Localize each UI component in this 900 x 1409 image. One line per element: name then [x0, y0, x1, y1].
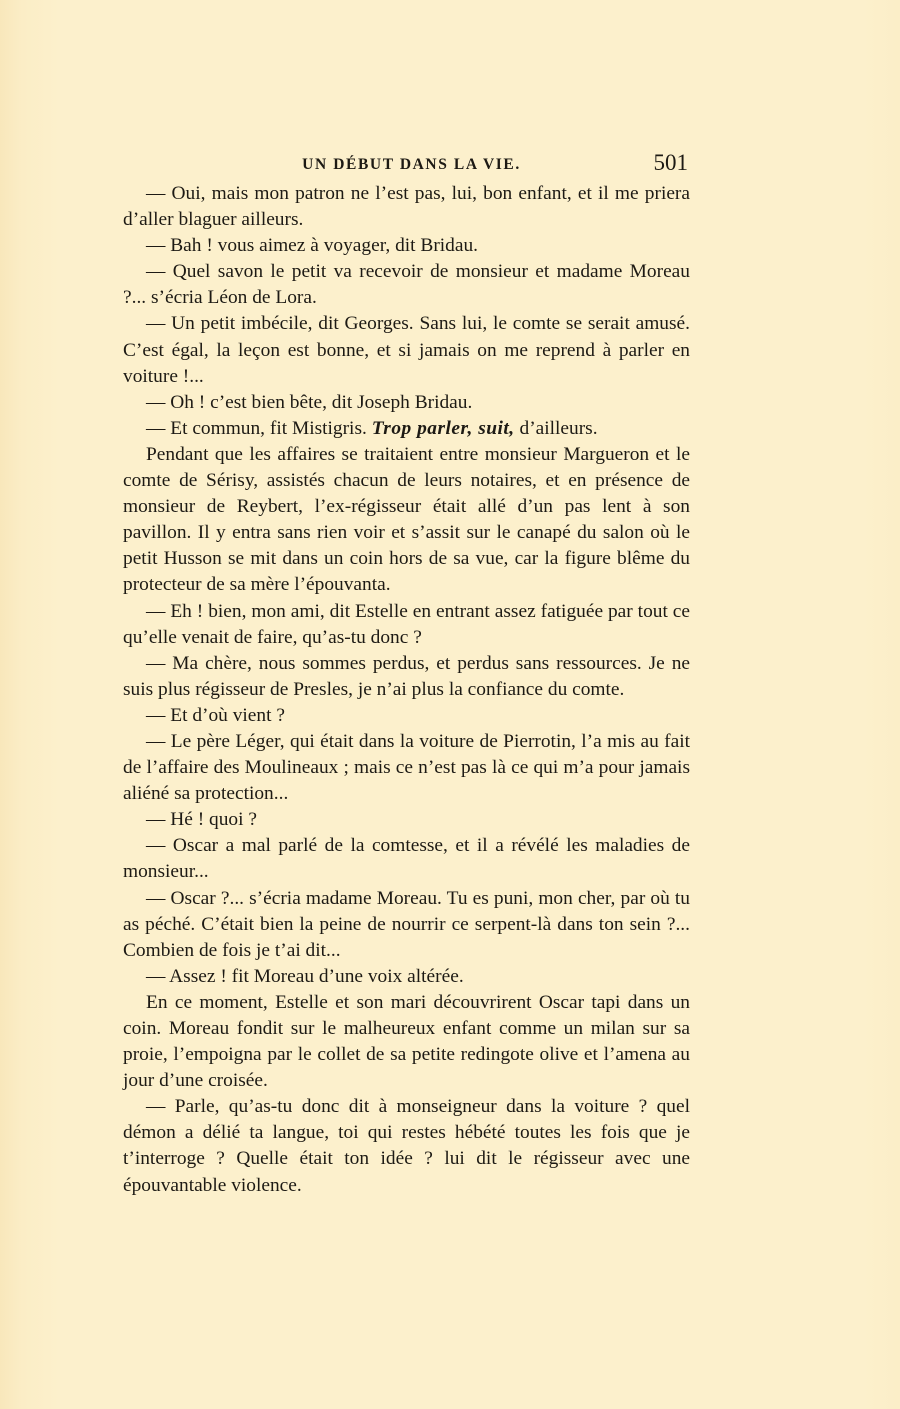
body-text: [123, 181, 690, 1199]
paragraph: — Un petit imbécile, dit Georges. Sans lui, le comte se serait amusé. C’est égal, la leçon est bonne, et si jamais on me reprend à parler en voiture !...: [123, 313, 690, 387]
paragraph: — Bah ! vous aimez à voyager, dit Bridau.: [146, 235, 479, 257]
paragraph: — Quel savon le petit va recevoir de monsieur et madame Moreau ?... s’écria Léon de Lora.: [123, 261, 690, 309]
paragraph-with-italic: [123, 416, 690, 442]
running-title: UN DÉBUT DANS LA VIE.: [302, 156, 521, 173]
paragraph: — Et d’où vient ?: [146, 704, 285, 726]
paragraph: — Oscar ?... s’écria madame Moreau. Tu es puni, mon cher, par où tu as péché. C’était bien la peine de nourrir ce serpent-là dans ton sein ?... Combien de fois je t’ai dit...: [123, 887, 690, 961]
paragraph-text: d’ailleurs.: [514, 417, 598, 439]
paragraph: — Assez ! fit Moreau d’une voix altérée.: [146, 965, 464, 987]
page-number: 501: [653, 150, 688, 175]
paragraph-text: — Et commun, fit Mistigris.: [146, 417, 372, 439]
paragraph: — Eh ! bien, mon ami, dit Estelle en entrant assez fatiguée par tout ce qu’elle venait de faire, qu’as-tu donc ?: [123, 600, 690, 648]
paragraph: — Parle, qu’as-tu donc dit à monseigneur dans la voiture ? quel démon a délié ta langue, toi qui restes hébété toutes les fois que je t’interroge ? Quelle était ton idée ? lui dit le régisseur avec une épouvantable violence.: [123, 1096, 690, 1196]
paragraph: En ce moment, Estelle et son mari découvrirent Oscar tapi dans un coin. Moreau fondit sur le malheureux enfant comme un milan sur sa proie, l’empoigna par le collet de sa petite redingote olive et l’amena au jour d’une croisée.: [123, 991, 690, 1092]
paragraph: — Hé ! quoi ?: [146, 809, 257, 831]
paragraph: Pendant que les affaires se traitaient entre monsieur Margueron et le comte de Sérisy, assistés chacun de leurs notaires, et en présence de monsieur de Reybert, l’ex-régisseur était allé d’un pas lent à son pavillon. Il y entra sans rien voir et s’assit sur le canapé du salon où le petit Husson se mit dans un coin hors de sa vue, car la figure blême du protecteur de sa mère l’épouvanta.: [123, 443, 690, 596]
paragraph: — Oh ! c’est bien bête, dit Joseph Bridau.: [146, 391, 473, 413]
paragraph: — Oui, mais mon patron ne l’est pas, lui, bon enfant, et il me priera d’aller blaguer ailleurs.: [123, 183, 690, 231]
paragraph: — Le père Léger, qui était dans la voiture de Pierrotin, l’a mis au fait de l’affaire des Moulineaux ; mais ce n’est pas là ce qui m’a pour jamais aliéné sa protection...: [123, 730, 690, 805]
page-header: [123, 150, 690, 178]
paragraph: — Ma chère, nous sommes perdus, et perdus sans ressources. Je ne suis plus régisseur de Presles, je n’ai plus la confiance du comte.: [123, 652, 690, 700]
italic-phrase: Trop parler, suit,: [371, 417, 515, 439]
paragraph: — Oscar a mal parlé de la comtesse, et il a révélé les maladies de monsieur...: [123, 835, 690, 883]
